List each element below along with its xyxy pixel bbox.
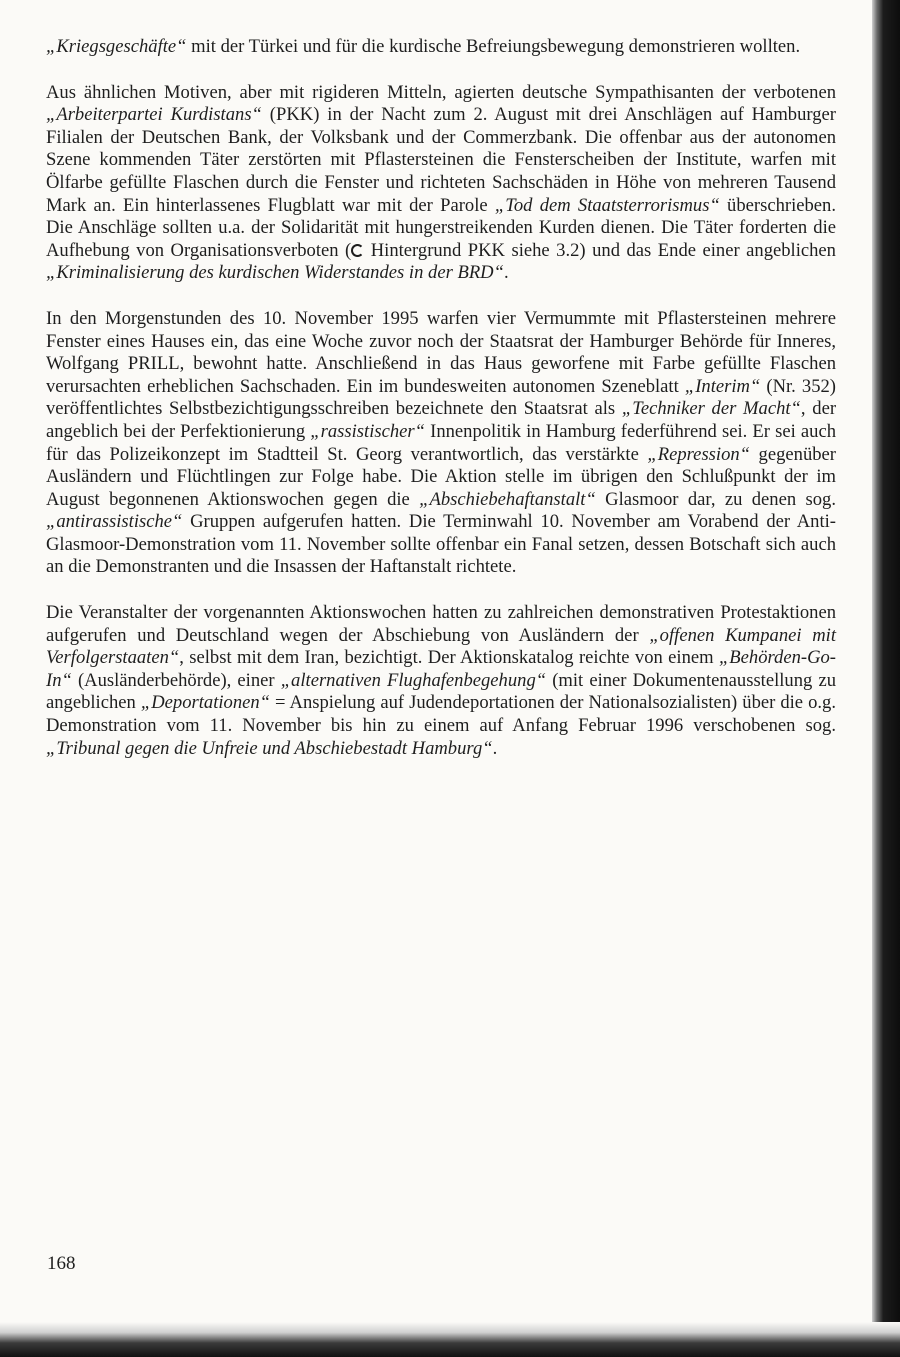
text-run: Die Veranstalter der vorgenannten Aktionswochen hatten zu zahlreichen demonstrativen Protestaktionen aufgerufen und Deutschland wegen der Abschiebung von Ausländern der bbox=[46, 602, 836, 646]
body-text bbox=[46, 36, 836, 783]
italic-quote: „Kriminalisierung des kurdischen Widerstandes in der BRD“ bbox=[46, 262, 504, 284]
text-run: überschrieben. Die Anschläge sollten u.a. der Solidarität mit hungerstreikenden Kurden dienen. Die Täter forderten die Aufhebung von Organisationsverboten ( bbox=[46, 194, 836, 261]
italic-quote: „Interim“ bbox=[684, 375, 761, 397]
italic-quote: „antirassistische“ bbox=[46, 511, 183, 533]
text-run: . bbox=[503, 262, 509, 284]
text-run: Gruppen aufgerufen hatten. Die Terminwahl 10. November am Vorabend der Anti-Glasmoor-Demonstration vom 11. November sollte offenbar ein Fanal setzen, dessen Botschaft sich auch an die Demonstranten und die Insassen der Haftanstalt richtete. bbox=[46, 511, 836, 578]
italic-quote: „alternativen Flughafenbegehung“ bbox=[280, 669, 547, 691]
italic-quote: „offenen Kumpanei mit Verfolgerstaaten“ bbox=[46, 624, 837, 669]
paragraph bbox=[46, 602, 836, 760]
page-right-edge-shadow bbox=[872, 0, 900, 1357]
text-run: , der angeblich bei der Perfektionierung bbox=[46, 398, 837, 442]
italic-quote: „Kriegsgeschäfte“ bbox=[46, 36, 187, 57]
italic-quote: „Deportationen“ bbox=[140, 692, 271, 714]
text-run: . bbox=[492, 737, 498, 759]
text-run: gegenüber Ausländern und Flüchtlingen zur Folge habe. Die Aktion stelle im übrigen den Schlußpunkt der im August begonnenen Aktionswochen gegen die bbox=[46, 443, 836, 510]
page-bottom-edge-shadow bbox=[0, 1322, 900, 1357]
italic-quote: „Behörden-Go-In“ bbox=[46, 647, 836, 691]
italic-quote: „Tribunal gegen die Unfreie und Abschiebestadt Hamburg“ bbox=[46, 737, 493, 759]
text-run: In den Morgenstunden des 10. November 1995 warfen vier Vermummte mit Pflastersteinen mehrere Fenster eines Hauses ein, das eine Woche zuvor noch der Staatsrat der Hamburger Behörde für Inneres, Wolfgang PRILL, bewohnt hatte. Anschließend in das Haus geworfene mit Farbe gefüllte Flaschen verursachten erheblichen Sachschaden. Ein im bundesweiten autonomen Szeneblatt bbox=[46, 307, 836, 397]
paragraph bbox=[46, 308, 836, 579]
italic-quote: „Techniker der Macht“ bbox=[621, 398, 801, 420]
text-run: (Nr. 352) veröffentlichtes Selbstbezichtigungsschreiben bezeichnete den Staatsrat als bbox=[46, 375, 836, 420]
text-run: Hintergrund PKK siehe 3.2) und das Ende einer angeblichen bbox=[364, 239, 836, 261]
text-run: Aus ähnlichen Motiven, aber mit rigideren Mitteln, agierten deutsche Sympathisanten der verbotenen bbox=[46, 81, 836, 103]
paragraph bbox=[46, 82, 836, 285]
italic-quote: „Repression“ bbox=[647, 443, 751, 465]
text-run: mit der Türkei und für die kurdische Befreiungsbewegung demonstrieren wollten. bbox=[186, 36, 801, 57]
text-run: , selbst mit dem Iran, bezichtigt. Der Aktionskatalog reichte von einem bbox=[179, 647, 719, 669]
text-run: Innenpolitik in Hamburg federführend sei. Er sei auch für das Polizeikonzept im Stadtteil St. Georg verantwortlich, das verstärkte bbox=[46, 420, 836, 465]
page-number: 168 bbox=[47, 1253, 76, 1274]
italic-quote: „Abschiebehaftanstalt“ bbox=[419, 488, 596, 510]
italic-quote: „Tod dem Staatsterrorismus“ bbox=[494, 194, 720, 216]
text-run: = Anspielung auf Judendeportationen der Nationalsozialisten) über die o.g. Demonstration vom 11. November bis hin zu einem auf Anfang Februar 1996 verschobenen sog. bbox=[46, 692, 836, 737]
text-run: (mit einer Dokumentenausstellung zu angeblichen bbox=[46, 669, 836, 714]
italic-quote: „Arbeiterpartei Kurdistans“ bbox=[46, 104, 262, 126]
text-run: Glasmoor dar, zu denen sog. bbox=[595, 488, 836, 510]
paragraph bbox=[46, 36, 836, 59]
reference-arrow-icon bbox=[351, 244, 364, 257]
text-run: (PKK) in der Nacht zum 2. August mit drei Anschlägen auf Hamburger Filialen der Deutschen Bank, der Volksbank und der Commerzbank. Die offenbar aus der autonomen Szene kommenden Täter zerstörten mit Pflastersteinen die Fensterscheiben der Institute, warfen mit Ölfarbe gefüllte Flaschen durch die Fenster und richteten Sachschäden in Höhe von mehreren Tausend Mark an. Ein hinterlassenes Flugblatt war mit der Parole bbox=[46, 104, 836, 216]
text-run: (Ausländerbehörde), einer bbox=[71, 669, 281, 691]
italic-quote: „rassistischer“ bbox=[310, 420, 425, 442]
